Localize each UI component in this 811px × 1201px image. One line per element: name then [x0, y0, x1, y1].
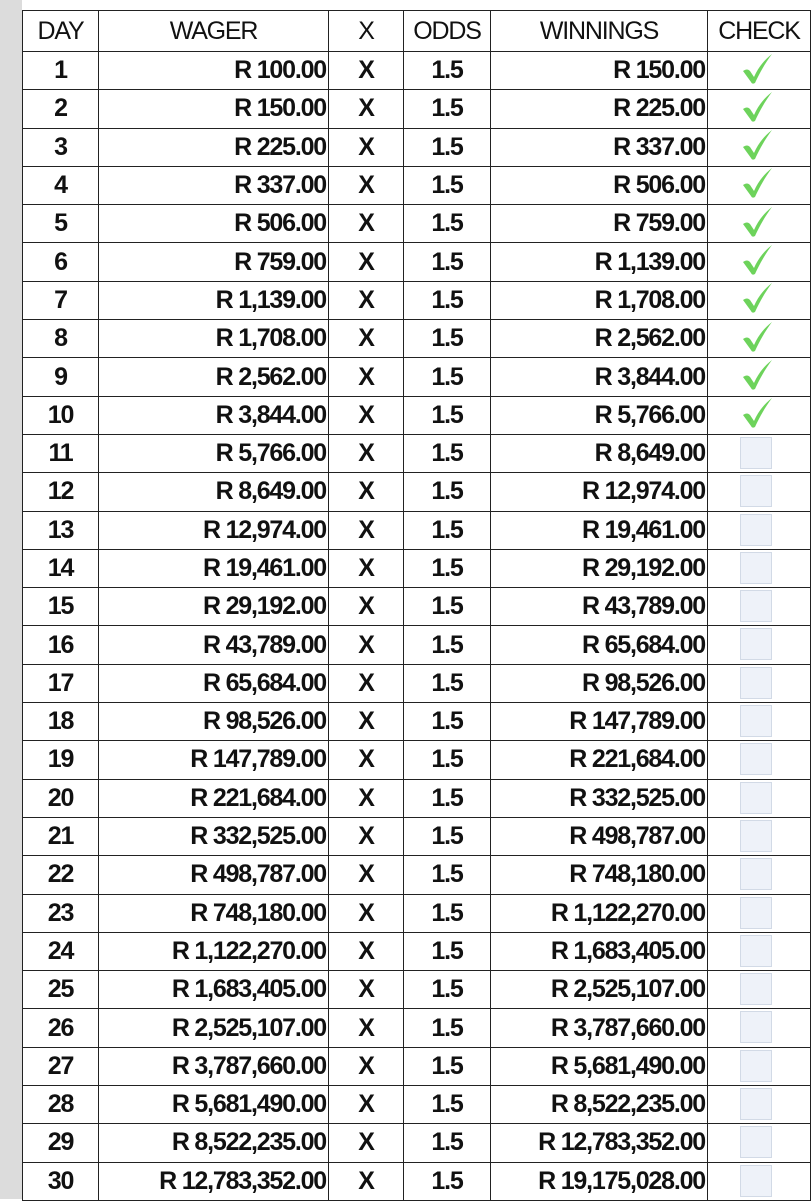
wager-cell[interactable]: R 8,522,235.00 [99, 1124, 329, 1162]
odds-cell[interactable]: 1.5 [404, 434, 491, 472]
winnings-cell[interactable]: R 1,122,270.00 [491, 894, 708, 932]
empty-checkbox[interactable] [740, 935, 772, 967]
odds-cell[interactable]: 1.5 [404, 549, 491, 587]
odds-cell[interactable]: 1.5 [404, 358, 491, 396]
wager-cell[interactable]: R 759.00 [99, 243, 329, 281]
winnings-cell[interactable]: R 506.00 [491, 166, 708, 204]
day-cell[interactable]: 7 [23, 281, 99, 319]
winnings-cell[interactable]: R 337.00 [491, 128, 708, 166]
day-cell[interactable]: 8 [23, 320, 99, 358]
winnings-cell[interactable]: R 221,684.00 [491, 741, 708, 779]
day-cell[interactable]: 16 [23, 626, 99, 664]
multiply-cell[interactable]: X [329, 434, 404, 472]
check-cell[interactable] [708, 932, 811, 970]
odds-cell[interactable]: 1.5 [404, 1047, 491, 1085]
multiply-cell[interactable]: X [329, 1009, 404, 1047]
empty-checkbox[interactable] [740, 514, 772, 546]
check-cell[interactable] [708, 243, 811, 281]
multiply-cell[interactable]: X [329, 549, 404, 587]
wager-cell[interactable]: R 5,766.00 [99, 434, 329, 472]
empty-checkbox[interactable] [740, 782, 772, 814]
check-cell[interactable] [708, 588, 811, 626]
header-winnings: WINNINGS [491, 11, 708, 52]
odds-cell[interactable]: 1.5 [404, 741, 491, 779]
checkmark-icon[interactable] [740, 396, 774, 430]
check-cell[interactable] [708, 1009, 811, 1047]
winnings-cell[interactable]: R 748,180.00 [491, 856, 708, 894]
wager-cell[interactable]: R 43,789.00 [99, 626, 329, 664]
check-cell[interactable] [708, 741, 811, 779]
winnings-cell[interactable]: R 2,562.00 [491, 320, 708, 358]
check-cell[interactable] [708, 473, 811, 511]
check-cell[interactable] [708, 396, 811, 434]
day-cell[interactable]: 11 [23, 434, 99, 472]
empty-checkbox[interactable] [740, 552, 772, 584]
checkmark-icon[interactable] [740, 281, 774, 315]
wager-cell[interactable]: R 98,526.00 [99, 703, 329, 741]
table-row [23, 894, 811, 932]
multiply-cell[interactable]: X [329, 932, 404, 970]
wager-cell[interactable]: R 221,684.00 [99, 779, 329, 817]
check-cell[interactable] [708, 1162, 811, 1200]
day-cell[interactable]: 18 [23, 703, 99, 741]
multiply-cell[interactable]: X [329, 817, 404, 855]
table-row [23, 281, 811, 319]
checkmark-icon[interactable] [740, 243, 774, 277]
wager-cell[interactable]: R 1,122,270.00 [99, 932, 329, 970]
wager-cell[interactable]: R 147,789.00 [99, 741, 329, 779]
odds-cell[interactable]: 1.5 [404, 1124, 491, 1162]
odds-cell[interactable]: 1.5 [404, 626, 491, 664]
winnings-cell[interactable]: R 12,974.00 [491, 473, 708, 511]
multiply-cell[interactable]: X [329, 588, 404, 626]
odds-cell[interactable]: 1.5 [404, 166, 491, 204]
empty-checkbox[interactable] [740, 858, 772, 890]
check-cell[interactable] [708, 320, 811, 358]
wager-cell[interactable]: R 498,787.00 [99, 856, 329, 894]
day-cell[interactable]: 27 [23, 1047, 99, 1085]
header-row [23, 11, 811, 52]
day-cell[interactable]: 24 [23, 932, 99, 970]
winnings-cell[interactable]: R 1,683,405.00 [491, 932, 708, 970]
day-cell[interactable]: 15 [23, 588, 99, 626]
header-x: X [329, 11, 404, 52]
table-row [23, 779, 811, 817]
odds-cell[interactable]: 1.5 [404, 1162, 491, 1200]
table-row [23, 817, 811, 855]
wager-cell[interactable]: R 19,461.00 [99, 549, 329, 587]
spreadsheet-viewport[interactable] [22, 10, 800, 1199]
multiply-cell[interactable]: X [329, 396, 404, 434]
empty-checkbox[interactable] [740, 897, 772, 929]
header-odds: ODDS [404, 11, 491, 52]
header-day: DAY [23, 11, 99, 52]
table-row [23, 1047, 811, 1085]
wager-cell[interactable]: R 3,844.00 [99, 396, 329, 434]
day-cell[interactable]: 14 [23, 549, 99, 587]
check-cell[interactable] [708, 52, 811, 90]
winnings-cell[interactable]: R 19,175,028.00 [491, 1162, 708, 1200]
table-row [23, 626, 811, 664]
checkmark-icon[interactable] [740, 128, 774, 162]
table-row [23, 703, 811, 741]
day-cell[interactable]: 29 [23, 1124, 99, 1162]
wager-cell[interactable]: R 332,525.00 [99, 817, 329, 855]
winnings-cell[interactable]: R 147,789.00 [491, 703, 708, 741]
odds-cell[interactable]: 1.5 [404, 243, 491, 281]
table-row [23, 588, 811, 626]
multiply-cell[interactable]: X [329, 1162, 404, 1200]
wager-table [22, 10, 811, 1201]
check-cell[interactable] [708, 166, 811, 204]
odds-cell[interactable]: 1.5 [404, 971, 491, 1009]
empty-checkbox[interactable] [740, 973, 772, 1005]
check-cell[interactable] [708, 894, 811, 932]
check-cell[interactable] [708, 1047, 811, 1085]
multiply-cell[interactable]: X [329, 320, 404, 358]
odds-cell[interactable]: 1.5 [404, 703, 491, 741]
left-margin-strip [0, 0, 22, 1199]
checkmark-icon[interactable] [740, 52, 774, 86]
day-cell[interactable]: 25 [23, 971, 99, 1009]
day-cell[interactable]: 22 [23, 856, 99, 894]
day-cell[interactable]: 26 [23, 1009, 99, 1047]
day-cell[interactable]: 30 [23, 1162, 99, 1200]
check-cell[interactable] [708, 971, 811, 1009]
wager-cell[interactable]: R 748,180.00 [99, 894, 329, 932]
wager-cell[interactable]: R 150.00 [99, 90, 329, 128]
check-cell[interactable] [708, 511, 811, 549]
winnings-cell[interactable]: R 3,787,660.00 [491, 1009, 708, 1047]
table-row [23, 473, 811, 511]
empty-checkbox[interactable] [740, 1011, 772, 1043]
odds-cell[interactable]: 1.5 [404, 473, 491, 511]
multiply-cell[interactable]: X [329, 128, 404, 166]
table-row [23, 1162, 811, 1200]
winnings-cell[interactable]: R 8,649.00 [491, 434, 708, 472]
multiply-cell[interactable]: X [329, 971, 404, 1009]
empty-checkbox[interactable] [740, 475, 772, 507]
winnings-cell[interactable]: R 225.00 [491, 90, 708, 128]
multiply-cell[interactable]: X [329, 473, 404, 511]
check-cell[interactable] [708, 358, 811, 396]
multiply-cell[interactable]: X [329, 626, 404, 664]
winnings-cell[interactable]: R 43,789.00 [491, 588, 708, 626]
multiply-cell[interactable]: X [329, 1124, 404, 1162]
header-wager: WAGER [99, 11, 329, 52]
empty-checkbox[interactable] [740, 1088, 772, 1120]
odds-cell[interactable]: 1.5 [404, 588, 491, 626]
check-cell[interactable] [708, 856, 811, 894]
multiply-cell[interactable]: X [329, 779, 404, 817]
day-cell[interactable]: 21 [23, 817, 99, 855]
check-cell[interactable] [708, 434, 811, 472]
wager-cell[interactable]: R 8,649.00 [99, 473, 329, 511]
winnings-cell[interactable]: R 1,708.00 [491, 281, 708, 319]
empty-checkbox[interactable] [740, 1165, 772, 1197]
table-row [23, 932, 811, 970]
wager-cell[interactable]: R 12,974.00 [99, 511, 329, 549]
table-row [23, 664, 811, 702]
table-row [23, 549, 811, 587]
winnings-cell[interactable]: R 19,461.00 [491, 511, 708, 549]
empty-checkbox[interactable] [740, 437, 772, 469]
table-row [23, 396, 811, 434]
day-cell[interactable]: 9 [23, 358, 99, 396]
empty-checkbox[interactable] [740, 590, 772, 622]
table-row [23, 52, 811, 90]
multiply-cell[interactable]: X [329, 511, 404, 549]
multiply-cell[interactable]: X [329, 741, 404, 779]
day-cell[interactable]: 6 [23, 243, 99, 281]
day-cell[interactable]: 23 [23, 894, 99, 932]
winnings-cell[interactable]: R 498,787.00 [491, 817, 708, 855]
table-row [23, 1124, 811, 1162]
multiply-cell[interactable]: X [329, 90, 404, 128]
wager-cell[interactable]: R 506.00 [99, 205, 329, 243]
table-row [23, 971, 811, 1009]
odds-cell[interactable]: 1.5 [404, 932, 491, 970]
wager-cell[interactable]: R 225.00 [99, 128, 329, 166]
wager-cell[interactable]: R 337.00 [99, 166, 329, 204]
wager-cell[interactable]: R 3,787,660.00 [99, 1047, 329, 1085]
table-row [23, 320, 811, 358]
day-cell[interactable]: 20 [23, 779, 99, 817]
multiply-cell[interactable]: X [329, 1047, 404, 1085]
winnings-cell[interactable]: R 5,766.00 [491, 396, 708, 434]
wager-cell[interactable]: R 100.00 [99, 52, 329, 90]
table-row [23, 358, 811, 396]
wager-cell[interactable]: R 65,684.00 [99, 664, 329, 702]
table-row [23, 90, 811, 128]
day-cell[interactable]: 19 [23, 741, 99, 779]
day-cell[interactable]: 3 [23, 128, 99, 166]
day-cell[interactable]: 2 [23, 90, 99, 128]
multiply-cell[interactable]: X [329, 205, 404, 243]
day-cell[interactable]: 13 [23, 511, 99, 549]
wager-cell[interactable]: R 1,139.00 [99, 281, 329, 319]
day-cell[interactable]: 17 [23, 664, 99, 702]
winnings-cell[interactable]: R 5,681,490.00 [491, 1047, 708, 1085]
winnings-cell[interactable]: R 8,522,235.00 [491, 1086, 708, 1124]
odds-cell[interactable]: 1.5 [404, 1009, 491, 1047]
empty-checkbox[interactable] [740, 1050, 772, 1082]
check-cell[interactable] [708, 817, 811, 855]
wager-cell[interactable]: R 1,683,405.00 [99, 971, 329, 1009]
day-cell[interactable]: 1 [23, 52, 99, 90]
day-cell[interactable]: 4 [23, 166, 99, 204]
multiply-cell[interactable]: X [329, 243, 404, 281]
day-cell[interactable]: 28 [23, 1086, 99, 1124]
check-cell[interactable] [708, 281, 811, 319]
multiply-cell[interactable]: X [329, 358, 404, 396]
table-row [23, 434, 811, 472]
header-check: CHECK [708, 11, 811, 52]
table-row [23, 1009, 811, 1047]
empty-checkbox[interactable] [740, 820, 772, 852]
check-cell[interactable] [708, 1086, 811, 1124]
day-cell[interactable]: 12 [23, 473, 99, 511]
multiply-cell[interactable]: X [329, 166, 404, 204]
odds-cell[interactable]: 1.5 [404, 128, 491, 166]
check-cell[interactable] [708, 90, 811, 128]
check-cell[interactable] [708, 779, 811, 817]
odds-cell[interactable]: 1.5 [404, 320, 491, 358]
winnings-cell[interactable]: R 150.00 [491, 52, 708, 90]
winnings-cell[interactable]: R 3,844.00 [491, 358, 708, 396]
check-cell[interactable] [708, 1124, 811, 1162]
checkmark-icon[interactable] [740, 166, 774, 200]
table-row [23, 1086, 811, 1124]
check-cell[interactable] [708, 549, 811, 587]
table-row [23, 741, 811, 779]
multiply-cell[interactable]: X [329, 281, 404, 319]
empty-checkbox[interactable] [740, 705, 772, 737]
multiply-cell[interactable]: X [329, 856, 404, 894]
odds-cell[interactable]: 1.5 [404, 856, 491, 894]
wager-cell[interactable]: R 29,192.00 [99, 588, 329, 626]
odds-cell[interactable]: 1.5 [404, 396, 491, 434]
check-cell[interactable] [708, 703, 811, 741]
table-row [23, 205, 811, 243]
checkmark-icon[interactable] [740, 320, 774, 354]
winnings-cell[interactable]: R 12,783,352.00 [491, 1124, 708, 1162]
odds-cell[interactable]: 1.5 [404, 281, 491, 319]
empty-checkbox[interactable] [740, 743, 772, 775]
odds-cell[interactable]: 1.5 [404, 52, 491, 90]
odds-cell[interactable]: 1.5 [404, 664, 491, 702]
winnings-cell[interactable]: R 759.00 [491, 205, 708, 243]
table-row [23, 128, 811, 166]
table-row [23, 511, 811, 549]
check-cell[interactable] [708, 626, 811, 664]
wager-cell[interactable]: R 1,708.00 [99, 320, 329, 358]
multiply-cell[interactable]: X [329, 894, 404, 932]
winnings-cell[interactable]: R 65,684.00 [491, 626, 708, 664]
winnings-cell[interactable]: R 29,192.00 [491, 549, 708, 587]
empty-checkbox[interactable] [740, 628, 772, 660]
table-body [23, 52, 811, 1201]
winnings-cell[interactable]: R 2,525,107.00 [491, 971, 708, 1009]
odds-cell[interactable]: 1.5 [404, 779, 491, 817]
table-row [23, 856, 811, 894]
check-cell[interactable] [708, 128, 811, 166]
multiply-cell[interactable]: X [329, 703, 404, 741]
checkmark-icon[interactable] [740, 205, 774, 239]
checkmark-icon[interactable] [740, 358, 774, 392]
checkmark-icon[interactable] [740, 90, 774, 124]
winnings-cell[interactable]: R 1,139.00 [491, 243, 708, 281]
wager-cell[interactable]: R 12,783,352.00 [99, 1162, 329, 1200]
table-row [23, 243, 811, 281]
table-row [23, 166, 811, 204]
wager-cell[interactable]: R 2,525,107.00 [99, 1009, 329, 1047]
odds-cell[interactable]: 1.5 [404, 1086, 491, 1124]
wager-cell[interactable]: R 5,681,490.00 [99, 1086, 329, 1124]
odds-cell[interactable]: 1.5 [404, 817, 491, 855]
empty-checkbox[interactable] [740, 667, 772, 699]
multiply-cell[interactable]: X [329, 1086, 404, 1124]
winnings-cell[interactable]: R 332,525.00 [491, 779, 708, 817]
multiply-cell[interactable]: X [329, 664, 404, 702]
multiply-cell[interactable]: X [329, 52, 404, 90]
empty-checkbox[interactable] [740, 1126, 772, 1158]
check-cell[interactable] [708, 205, 811, 243]
day-cell[interactable]: 10 [23, 396, 99, 434]
odds-cell[interactable]: 1.5 [404, 511, 491, 549]
odds-cell[interactable]: 1.5 [404, 205, 491, 243]
odds-cell[interactable]: 1.5 [404, 894, 491, 932]
check-cell[interactable] [708, 664, 811, 702]
odds-cell[interactable]: 1.5 [404, 90, 491, 128]
day-cell[interactable]: 5 [23, 205, 99, 243]
wager-cell[interactable]: R 2,562.00 [99, 358, 329, 396]
winnings-cell[interactable]: R 98,526.00 [491, 664, 708, 702]
